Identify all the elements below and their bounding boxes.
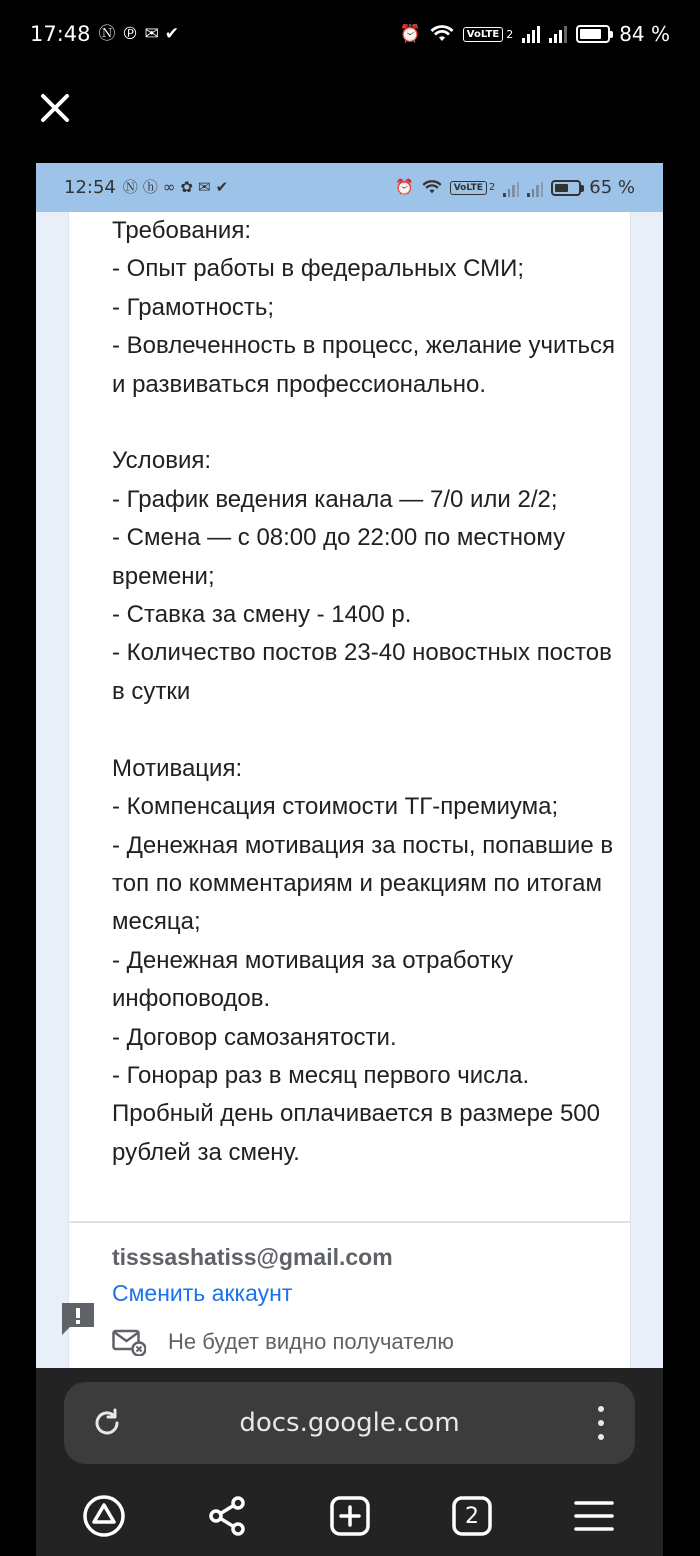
signal-strength-icon xyxy=(503,179,519,197)
account-email: tisssashatiss@gmail.com xyxy=(112,1244,393,1270)
wifi-icon xyxy=(430,25,454,43)
notification-icons xyxy=(98,23,180,44)
battery-level: 65 % xyxy=(589,177,635,198)
check-mark-icon: ✔ xyxy=(164,23,180,44)
hidden-notice-text: Не будет видно получателю xyxy=(168,1329,454,1354)
battery-level: 84 % xyxy=(619,22,670,46)
alarm-icon: ⏰ xyxy=(395,178,414,196)
pinterest-icon: ℗ xyxy=(121,23,139,44)
divider xyxy=(69,1221,630,1223)
new-tab-icon[interactable] xyxy=(328,1494,372,1538)
screenshot-preview xyxy=(36,163,663,1368)
alarm-icon: ⏰ xyxy=(399,23,421,44)
preview-status-bar xyxy=(36,163,663,212)
preview-system-icons xyxy=(395,177,635,198)
tabs-count-button[interactable] xyxy=(450,1494,494,1538)
battery-icon xyxy=(551,180,581,196)
mail-hidden-icon xyxy=(112,1328,146,1356)
volte-badge: VoLTE xyxy=(463,27,503,42)
system-icons xyxy=(400,22,670,46)
reload-icon[interactable] xyxy=(90,1406,124,1440)
form-description-card xyxy=(68,212,631,1368)
browser-toolbar xyxy=(36,1368,663,1556)
volte-badge: VoLTE xyxy=(450,181,487,195)
signal-strength-icon xyxy=(522,25,540,43)
browser-nav-bar xyxy=(36,1486,663,1546)
infinity-icon: ∞ xyxy=(162,178,176,196)
address-bar[interactable] xyxy=(64,1382,635,1464)
browser-home-icon[interactable] xyxy=(82,1494,126,1538)
tabs-count: 2 xyxy=(465,1503,479,1529)
form-description-text: Требования: - Опыт работы в федеральных СМИ; - Грамотность; - Вовлеченность в процесс, желание учиться и развиваться профессионально. Условия: - График ведения канала — 7/0 или 2/2; - Смена — с 08:00 до 22:00 по местному времени; - Ставка за смену - 1400 р. - Количество постов 23-40 новостных постов в сутки Мотивация: - Компенсация стоимости ТГ-премиума; - Денежная мотивация за посты, попавшие в топ по комментариям и реакциям по итогам месяца; - Денежная мотивация за отработку инфоповодов. - Договор самозанятости. - Гонорар раз в месяц первого числа. Пробный день оплачивается в размере 500 рублей за смену. xyxy=(112,217,615,1166)
inbox-icon: ✉ xyxy=(197,178,211,196)
device-status-bar xyxy=(0,0,700,68)
signal-strength-icon-2 xyxy=(527,179,543,197)
switch-account-link[interactable]: Сменить аккаунт xyxy=(112,1280,293,1306)
share-icon[interactable] xyxy=(206,1494,250,1538)
wifi-icon xyxy=(422,180,442,195)
preview-status-time: 12:54 xyxy=(64,177,116,198)
menu-icon[interactable] xyxy=(572,1494,616,1538)
nfc-icon: Ⓝ xyxy=(98,23,116,44)
signal-strength-icon-2 xyxy=(549,25,567,43)
sim-label: 2 xyxy=(506,27,514,41)
battery-icon xyxy=(576,25,610,43)
close-icon[interactable] xyxy=(34,88,74,128)
flower-icon: ✿ xyxy=(180,178,193,196)
nfc-icon: Ⓝ xyxy=(122,178,138,196)
report-issue-icon[interactable] xyxy=(60,1301,96,1337)
more-options-icon[interactable] xyxy=(597,1406,605,1440)
inbox-icon: ✉ xyxy=(144,23,159,44)
sim-label: 2 xyxy=(488,182,496,193)
email-hidden-notice xyxy=(112,1328,454,1356)
status-time: 17:48 xyxy=(30,22,91,46)
hh-icon: ⓗ xyxy=(142,178,158,196)
preview-notification-icons xyxy=(123,180,228,195)
url-text[interactable]: docs.google.com xyxy=(239,1408,460,1438)
check-mark-icon: ✔ xyxy=(215,178,229,196)
